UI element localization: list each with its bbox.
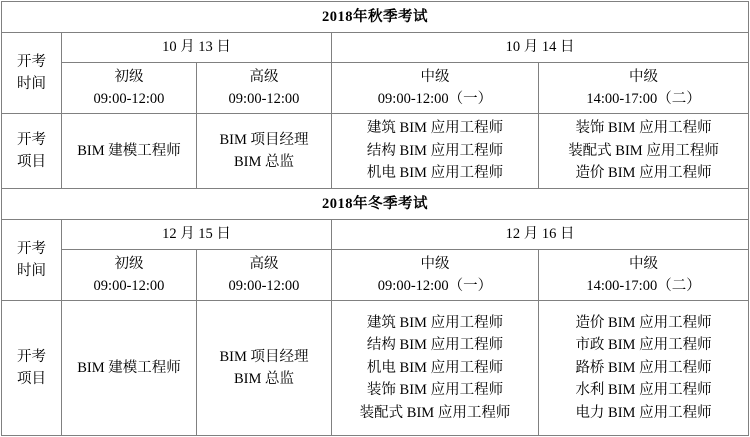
subject-item: 电力 BIM 应用工程师	[575, 404, 712, 421]
date-autumn-1: 10 月 13 日	[62, 33, 332, 63]
subject-item: 建筑 BIM 应用工程师	[366, 120, 504, 137]
level-cell-winter-3	[332, 250, 539, 301]
subject-item: BIM 建模工程师	[77, 359, 181, 376]
subject-item: BIM 总监	[233, 371, 295, 387]
level-time: 09:00-12:00	[228, 91, 300, 107]
table-row-dates	[2, 220, 749, 250]
subject-cell-winter-2	[197, 301, 332, 436]
subject-cell-autumn-1	[62, 114, 197, 189]
subject-item: BIM 项目经理	[219, 348, 309, 365]
table-row-season-title	[2, 189, 749, 220]
subject-item: 路桥 BIM 应用工程师	[575, 359, 712, 376]
subject-item: 装配式 BIM 应用工程师	[568, 142, 719, 159]
subject-item: 建筑 BIM 应用工程师	[366, 314, 504, 331]
level-cell-autumn-2	[197, 63, 332, 114]
level-name: 中级	[629, 255, 659, 272]
subject-cell-winter-3	[332, 301, 539, 436]
level-cell-autumn-3	[332, 63, 539, 114]
level-cell-winter-4	[539, 250, 749, 301]
subject-item: 机电 BIM 应用工程师	[366, 359, 504, 376]
subject-item: 装配式 BIM 应用工程师	[359, 404, 511, 421]
subject-cell-winter-1	[62, 301, 197, 436]
level-cell-autumn-4	[539, 63, 749, 114]
subject-item: BIM 建模工程师	[77, 142, 181, 159]
subject-cell-autumn-4	[539, 114, 749, 189]
level-time: 09:00-12:00	[228, 278, 300, 294]
season-title-winter: 2018年冬季考试	[2, 189, 749, 220]
row-label-exam-subject-winter	[2, 301, 62, 436]
level-time: 09:00-12:00	[93, 91, 165, 107]
level-cell-winter-2	[197, 250, 332, 301]
row-label-line-2: 时间	[17, 263, 46, 279]
level-name: 中级	[629, 68, 659, 85]
table-row-season-title	[2, 2, 749, 33]
level-time: 14:00-17:00（二）	[586, 278, 701, 294]
subject-item: 装饰 BIM 应用工程师	[366, 382, 504, 399]
level-cell-winter-1	[62, 250, 197, 301]
row-label-line-2: 项目	[17, 154, 46, 170]
level-name: 中级	[420, 255, 450, 272]
level-name: 中级	[420, 68, 450, 85]
subject-item: 结构 BIM 应用工程师	[366, 337, 504, 354]
row-label-exam-subject-autumn	[2, 114, 62, 189]
date-winter-1: 12 月 15 日	[62, 220, 332, 250]
season-title-autumn: 2018年秋季考试	[2, 2, 749, 33]
row-label-line-1: 开考	[17, 53, 46, 70]
date-winter-2: 12 月 16 日	[332, 220, 749, 250]
level-name: 初级	[114, 255, 144, 272]
row-label-exam-time-winter	[2, 220, 62, 301]
table-row-subjects	[2, 301, 749, 436]
subject-item: 机电 BIM 应用工程师	[366, 165, 504, 182]
table-row-levels	[2, 250, 749, 301]
level-time: 09:00-12:00（一）	[377, 91, 493, 107]
subject-cell-autumn-3	[332, 114, 539, 189]
level-time: 14:00-17:00（二）	[586, 91, 701, 107]
subject-item: 造价 BIM 应用工程师	[575, 314, 712, 331]
table-row-levels	[2, 63, 749, 114]
level-name: 高级	[249, 255, 279, 272]
level-cell-autumn-1	[62, 63, 197, 114]
row-label-line-2: 时间	[17, 76, 46, 92]
subject-cell-autumn-2	[197, 114, 332, 189]
subject-item: 结构 BIM 应用工程师	[366, 142, 504, 159]
exam-schedule-table	[1, 1, 749, 436]
subject-item: 装饰 BIM 应用工程师	[575, 120, 712, 137]
row-label-line-1: 开考	[17, 348, 46, 365]
subject-item: 水利 BIM 应用工程师	[575, 382, 712, 399]
table-row-dates	[2, 33, 749, 63]
level-name: 高级	[249, 68, 279, 85]
table-row-subjects	[2, 114, 749, 189]
date-autumn-2: 10 月 14 日	[332, 33, 749, 63]
row-label-line-2: 项目	[17, 371, 46, 387]
level-name: 初级	[114, 68, 144, 85]
subject-item: 造价 BIM 应用工程师	[575, 165, 712, 182]
row-label-line-1: 开考	[17, 131, 46, 148]
level-time: 09:00-12:00（一）	[377, 278, 493, 294]
row-label-exam-time-autumn	[2, 33, 62, 114]
subject-item: BIM 总监	[233, 154, 295, 170]
subject-cell-winter-4	[539, 301, 749, 436]
level-time: 09:00-12:00	[93, 278, 165, 294]
row-label-line-1: 开考	[17, 240, 46, 257]
subject-item: BIM 项目经理	[219, 131, 309, 148]
subject-item: 市政 BIM 应用工程师	[575, 337, 712, 354]
